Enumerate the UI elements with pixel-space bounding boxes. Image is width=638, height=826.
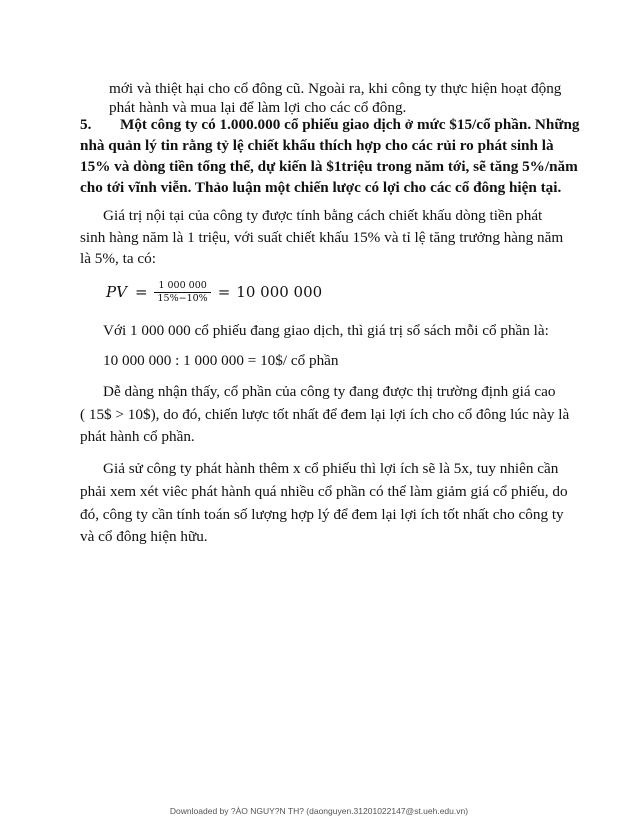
para3-line-3: đó, công ty cần tính toán số lượng hợp lý để đem lại lợi ích tốt nhất cho công ty (80, 506, 564, 523)
para2-line-1: Dễ dàng nhận thấy, cổ phần của công ty đang được thị trường định giá cao (103, 383, 556, 400)
question-line-4: cho tới vĩnh viễn. Thảo luận một chiến lược có lợi cho các cổ đông hiện tại. (80, 179, 562, 196)
para3-line-4: và cổ đông hiện hữu. (80, 528, 208, 545)
para2-line-2: ( 15$ > 10$), do đó, chiến lược tốt nhất để đem lại lợi ích cho cổ đông lúc này là (80, 406, 570, 423)
formula-denominator: 15%−10% (157, 292, 208, 304)
question-line-3: 15% và dòng tiền tổng thể, dự kiến là $1triệu trong năm tới, sẽ tăng 5%/năm (80, 158, 578, 175)
para1-line-2: sinh hàng năm là 1 triệu, với suất chiết khấu 15% và tỉ lệ tăng trưởng hàng năm (80, 229, 564, 246)
formula-lhs: PV (106, 283, 127, 301)
intro-line-2: phát hành và mua lại để làm lợi cho các cổ đông. (109, 99, 407, 116)
formula-equals-2: = (217, 283, 231, 301)
question-line-1: Một công ty có 1.000.000 cổ phiếu giao dịch ở mức $15/cổ phần. Những (120, 116, 580, 133)
para2-line-3: phát hành cổ phần. (80, 428, 195, 445)
download-footer: Downloaded by ?ÀO NGUY?N TH? (daonguyen.31201022147@st.ueh.edu.vn) (169, 806, 469, 816)
calc-line: 10 000 000 : 1 000 000 = 10$/ cổ phần (103, 352, 339, 369)
shares-line: Với 1 000 000 cổ phiếu đang giao dịch, thì giá trị sổ sách mỗi cổ phần là: (103, 322, 549, 339)
formula-numerator: 1 000 000 (154, 280, 210, 293)
question-line-2: nhà quản lý tin rằng tỷ lệ chiết khấu thích hợp cho các rủi ro phát sinh là (80, 137, 554, 154)
formula-equals: = (134, 283, 148, 301)
pv-formula (106, 272, 322, 312)
intro-line-1: mới và thiệt hại cho cổ đông cũ. Ngoài ra, khi công ty thực hiện hoạt động (109, 80, 562, 97)
formula-result: 10 000 000 (236, 283, 323, 301)
para3-line-1: Giả sử công ty phát hành thêm x cổ phiếu thì lợi ích sẽ là 5x, tuy nhiên cần (103, 460, 559, 477)
para1-line-3: là 5%, ta có: (80, 250, 156, 267)
para3-line-2: phải xem xét viêc phát hành quá nhiều cổ phần có thể làm giảm giá cổ phiếu, do (80, 483, 568, 500)
question-number: 5. (80, 116, 92, 133)
formula-fraction (154, 280, 212, 305)
para1-line-1: Giá trị nội tại của công ty được tính bằng cách chiết khấu dòng tiền phát (103, 207, 543, 224)
